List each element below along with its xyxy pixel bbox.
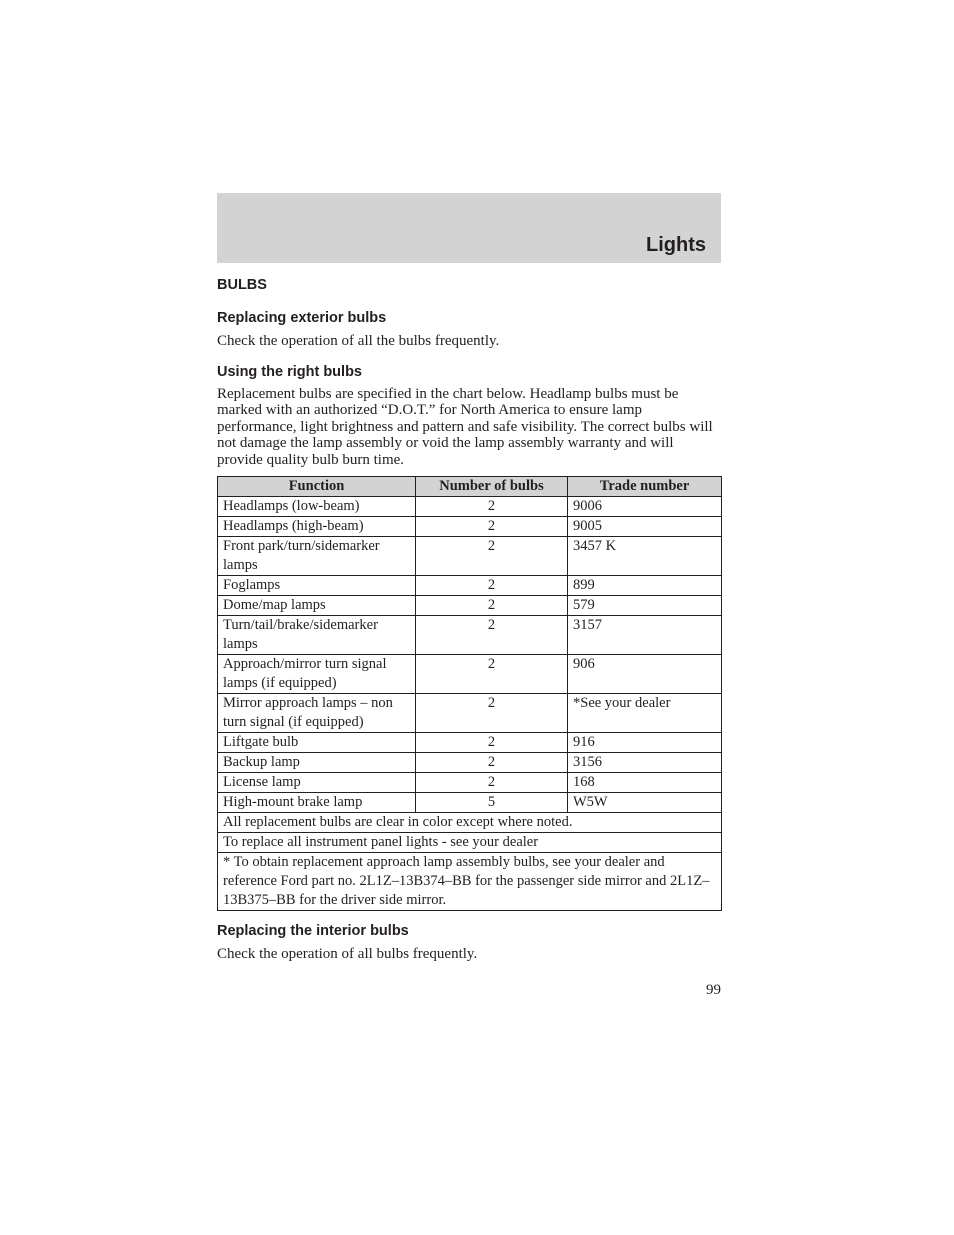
interior-bulbs-text: Check the operation of all bulbs frequently. (217, 946, 478, 962)
cell-count: 2 (416, 694, 568, 733)
cell-function: Headlamps (low-beam) (218, 497, 416, 517)
table-row (218, 596, 722, 616)
column-header-function: Function (218, 477, 416, 497)
table-row (218, 497, 722, 517)
page-content (217, 276, 721, 963)
chapter-header-band (217, 193, 721, 263)
table-note-row (218, 833, 722, 853)
cell-count: 2 (416, 537, 568, 576)
cell-count: 2 (416, 773, 568, 793)
table-row (218, 517, 722, 537)
cell-trade: 899 (568, 576, 722, 596)
cell-trade: 916 (568, 733, 722, 753)
cell-function: Approach/mirror turn signal lamps (if equipped) (218, 655, 416, 694)
page-number: 99 (706, 982, 721, 998)
cell-count: 2 (416, 655, 568, 694)
cell-trade: 579 (568, 596, 722, 616)
right-bulbs-text: Replacement bulbs are specified in the chart below. Headlamp bulbs must be marked with an authorized “D.O.T.” for North America to ensure lamp performance, light brightness and pattern and safe visibility. The correct bulbs will not damage the lamp assembly or void the lamp assembly warranty and will provide quality bulb burn time. (217, 385, 713, 468)
table-row (218, 793, 722, 813)
cell-trade: 9006 (568, 497, 722, 517)
note-instrument-panel: To replace all instrument panel lights - see your dealer (218, 833, 722, 853)
cell-trade: 906 (568, 655, 722, 694)
bulb-table (217, 476, 722, 911)
note-clear-color: All replacement bulbs are clear in color except where noted. (218, 813, 722, 833)
cell-trade: 3457 K (568, 537, 722, 576)
cell-function: Backup lamp (218, 753, 416, 773)
cell-function: Mirror approach lamps – non turn signal (if equipped) (218, 694, 416, 733)
cell-function: Dome/map lamps (218, 596, 416, 616)
cell-count: 2 (416, 576, 568, 596)
table-header-row (218, 477, 722, 497)
cell-count: 2 (416, 753, 568, 773)
bulbs-heading: BULBS (217, 277, 267, 293)
exterior-bulbs-text: Check the operation of all the bulbs frequently. (217, 333, 500, 349)
table-row (218, 773, 722, 793)
table-row (218, 733, 722, 753)
cell-trade: 3156 (568, 753, 722, 773)
table-row (218, 576, 722, 596)
cell-count: 5 (416, 793, 568, 813)
cell-function: Liftgate bulb (218, 733, 416, 753)
cell-count: 2 (416, 596, 568, 616)
chapter-title: Lights (646, 234, 706, 256)
interior-bulbs-heading: Replacing the interior bulbs (217, 923, 409, 939)
table-row (218, 616, 722, 655)
cell-function: Foglamps (218, 576, 416, 596)
column-header-trade: Trade number (568, 477, 722, 497)
table-row (218, 537, 722, 576)
cell-trade: 3157 (568, 616, 722, 655)
note-approach-lamp: * To obtain replacement approach lamp assembly bulbs, see your dealer and reference Ford part no. 2L1Z–13B374–BB for the passenger side mirror and 2L1Z–13B375–BB for the driver side mirror. (218, 853, 722, 911)
cell-function: Turn/tail/brake/sidemarker lamps (218, 616, 416, 655)
cell-count: 2 (416, 733, 568, 753)
cell-count: 2 (416, 616, 568, 655)
cell-function: Front park/turn/sidemarker lamps (218, 537, 416, 576)
cell-trade: *See your dealer (568, 694, 722, 733)
table-note-row (218, 813, 722, 833)
cell-count: 2 (416, 497, 568, 517)
right-bulbs-heading: Using the right bulbs (217, 363, 362, 380)
cell-trade: 168 (568, 773, 722, 793)
cell-trade: 9005 (568, 517, 722, 537)
cell-trade: W5W (568, 793, 722, 813)
cell-function: Headlamps (high-beam) (218, 517, 416, 537)
table-row (218, 694, 722, 733)
exterior-bulbs-heading: Replacing exterior bulbs (217, 310, 387, 326)
cell-function: High-mount brake lamp (218, 793, 416, 813)
table-row (218, 753, 722, 773)
column-header-count: Number of bulbs (416, 477, 568, 497)
cell-function: License lamp (218, 773, 416, 793)
cell-count: 2 (416, 517, 568, 537)
table-row (218, 655, 722, 694)
table-note-row (218, 853, 722, 911)
